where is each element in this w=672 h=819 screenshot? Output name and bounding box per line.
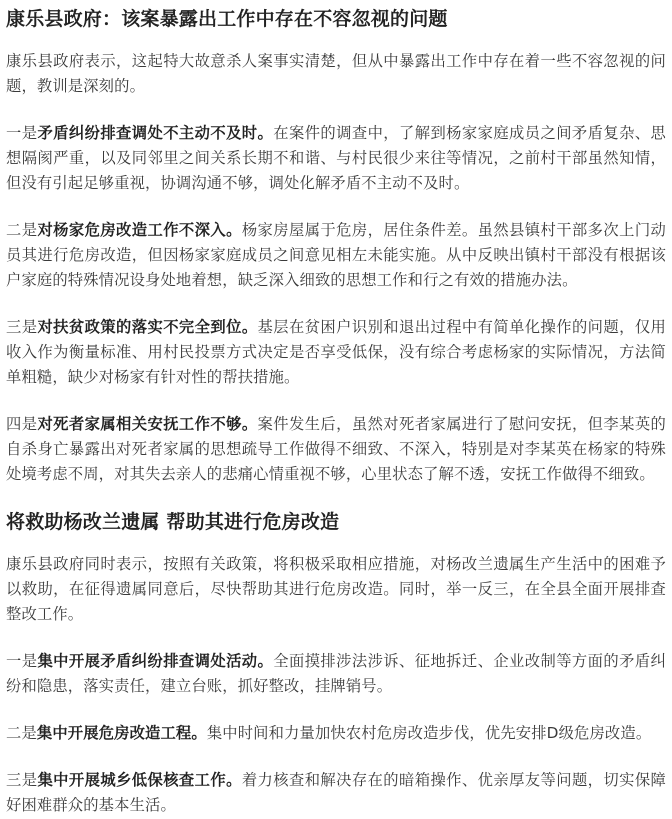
point-prefix: 一是 [6,124,38,142]
section1-heading: 康乐县政府：该案暴露出工作中存在不容忽视的问题 [6,8,448,30]
section1-intro: 康乐县政府表示，这起特大故意杀人案事实清楚，但从中暴露出工作中存在着一些不容忽视的问题，教训是深刻的。 [6,52,666,95]
point-emphasis: 集中开展城乡低保核查工作。 [37,771,242,789]
point-body: 全面摸排涉法涉诉、征地拆迁、企业改制等方面的矛盾纠纷和隐患，落实责任，建立台账，抓好整改，挂牌销号。 [6,652,666,695]
point-emphasis: 对杨家危房改造工作不深入。 [37,221,242,239]
section1-point-3 [6,315,666,390]
point-emphasis: 对死者家属相关安抚工作不够。 [37,415,258,433]
point-body: 案件发生后，虽然对死者家属进行了慰问安抚，但李某英的自杀身亡暴露出对死者家属的思想疏导工作做得不细致、不深入，特别是对李某英在杨家的特殊处境考虑不周，对其失去亲人的悲痛心情重视不够，心里状态了解不透，安抚工作做得不细致。 [6,415,666,483]
point-emphasis: 集中开展矛盾纠纷排查调处活动。 [37,652,274,670]
point-emphasis: 对扶贫政策的落实不完全到位。 [37,318,258,336]
section2-heading: 将救助杨改兰遗属 帮助其进行危房改造 [6,511,340,533]
point-prefix: 三是 [6,318,38,336]
point-prefix: 三是 [6,771,38,789]
point-body: 基层在贫困户识别和退出过程中有简单化操作的问题，仅用收入作为衡量标准、用村民投票方式决定是否享受低保，没有综合考虑杨家的实际情况，方法简单粗糙，缺少对杨家有针对性的帮扶措施。 [6,318,666,386]
section1-point-2 [6,218,666,293]
point-prefix: 二是 [6,221,38,239]
point-emphasis: 矛盾纠纷排查调处不主动不及时。 [37,124,274,142]
section2-intro: 康乐县政府同时表示，按照有关政策，将积极采取相应措施，对杨改兰遗属生产生活中的困难予以救助，在征得遗属同意后，尽快帮助其进行危房改造。同时，举一反三，在全县全面开展排查整改工作。 [6,555,666,623]
point-body: 着力核查和解决存在的暗箱操作、优亲厚友等问题，切实保障好困难群众的基本生活。 [6,771,666,814]
section1-point-1 [6,121,666,196]
point-prefix: 四是 [6,415,38,433]
section2-point-3 [6,768,666,818]
point-emphasis: 集中开展危房改造工程。 [36,724,207,742]
section1-point-4 [6,412,666,487]
section2-point-2 [6,721,666,746]
section2-point-1 [6,649,666,699]
point-prefix: 一是 [6,652,38,670]
point-prefix: 二是 [6,724,37,742]
point-body: 杨家房屋属于危房，居住条件差。虽然县镇村干部多次上门动员其进行危房改造，但因杨家家庭成员之间意见相左未能实施。从中反映出镇村干部没有根据该户家庭的特殊情况设身处地着想，缺乏深入细致的思想工作和行之有效的措施办法。 [6,221,666,289]
point-body: 集中时间和力量加快农村危房改造步伐，优先安排D级危房改造。 [206,724,652,742]
point-body: 在案件的调查中，了解到杨家家庭成员之间矛盾复杂、思想隔阂严重，以及同邻里之间关系长期不和谐、与村民很少来往等情况，之前村干部虽然知情，但没有引起足够重视，协调沟通不够，调处化解矛盾不主动不及时。 [6,124,666,192]
